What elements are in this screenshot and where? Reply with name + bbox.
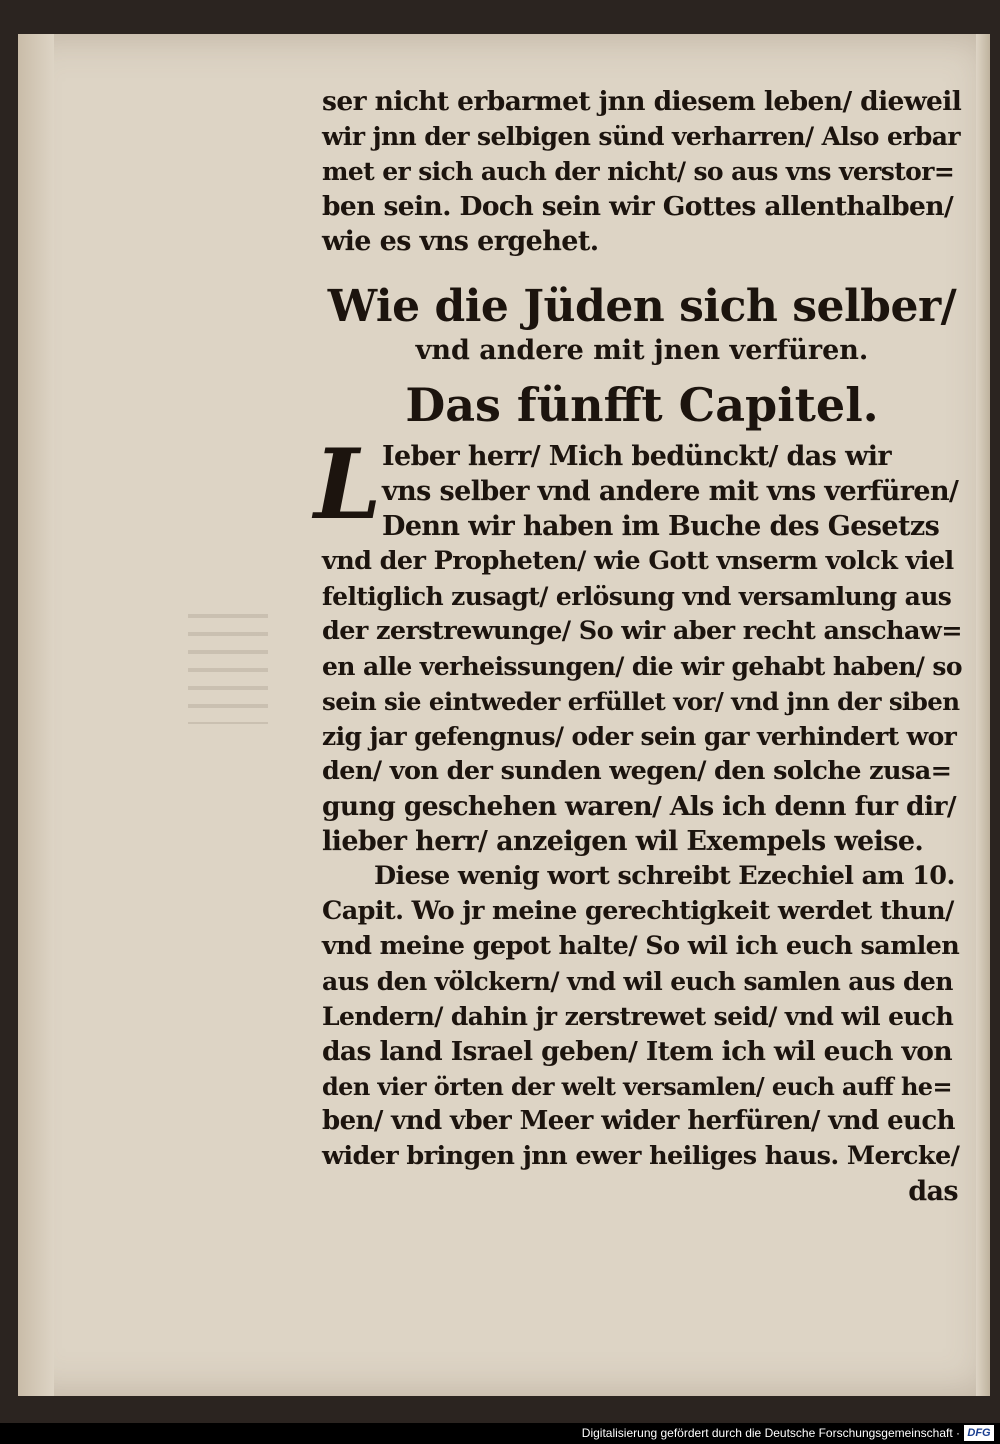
text-line: Denn wir haben im Buche des Gesetzs (382, 511, 940, 542)
text-line: lieber herr/ anzeigen wil Exempels weise. (322, 826, 924, 857)
chapter-heading-subtitle: vnd andere mit jnen verfüren. (415, 335, 869, 366)
text-line: Diese wenig wort schreibt Ezechiel am 10. (374, 861, 955, 891)
decorated-initial: L (314, 428, 382, 541)
text-line: Lendern/ dahin jr zerstrewet seid/ vnd wil euch (322, 1002, 954, 1031)
text-line: vns selber vnd andere mit vns verfüren/ (382, 476, 959, 507)
text-line: ser nicht erbarmet jnn diesem leben/ dieweil (322, 86, 962, 117)
text-line: vnd meine gepot halte/ So wil ich euch samlen (322, 931, 960, 961)
page-edge (976, 34, 990, 1396)
funding-notice: Digitalisierung gefördert durch die Deutsche Forschungsgemeinschaft · (581, 1426, 960, 1440)
text-line: wie es vns ergehet. (322, 226, 599, 257)
text-line: Ieber herr/ Mich bedünckt/ das wir (382, 441, 892, 472)
text-line: ben sein. Doch sein wir Gottes allenthalben/ (322, 191, 954, 222)
text-line: gung geschehen waren/ Als ich denn fur dir/ (322, 791, 956, 822)
text-line: den vier örten der welt versamlen/ euch auff he= (322, 1072, 952, 1101)
chapter-number-heading: Das fünfft Capitel. (405, 378, 879, 432)
footer-bar (0, 1423, 1000, 1444)
dfg-logo-icon: DFG (964, 1425, 994, 1441)
text-line: den/ von der sunden wegen/ den solche zusa= (322, 756, 952, 786)
text-line: sein sie eintweder erfüllet vor/ vnd jnn der siben (322, 687, 960, 716)
text-line: ben/ vnd vber Meer wider herfüren/ vnd euch (322, 1106, 955, 1136)
text-line: wider bringen jnn ewer heiliges haus. Mercke/ (322, 1141, 960, 1171)
text-line: zig jar gefengnus/ oder sein gar verhindert wor (322, 722, 957, 751)
text-line: feltiglich zusagt/ erlösung vnd versamlung aus (322, 582, 952, 611)
show-through-text (188, 614, 268, 724)
catchword: das (908, 1176, 958, 1207)
chapter-body (314, 428, 963, 1209)
chapter-heading-title: Wie die Jüden sich selber/ (327, 281, 957, 332)
text-line: Capit. Wo jr meine gerechtigkeit werdet thun/ (322, 896, 954, 926)
text-line: en alle verheissungen/ die wir gehabt haben/ so (322, 652, 962, 681)
text-line: wir jnn der selbigen sünd verharren/ Also erbar (322, 122, 960, 151)
page-gutter (18, 34, 54, 1396)
text-line: met er sich auch der nicht/ so aus vns verstor= (322, 157, 955, 186)
text-line: aus den völckern/ vnd wil euch samlen aus den (322, 967, 953, 996)
text-line: vnd der Propheten/ wie Gott vnserm volck viel (322, 546, 954, 576)
page-text (314, 84, 963, 1209)
text-line: das land Israel geben/ Item ich wil euch von (322, 1036, 952, 1067)
text-line: der zerstrewunge/ So wir aber recht anschaw= (322, 616, 963, 646)
